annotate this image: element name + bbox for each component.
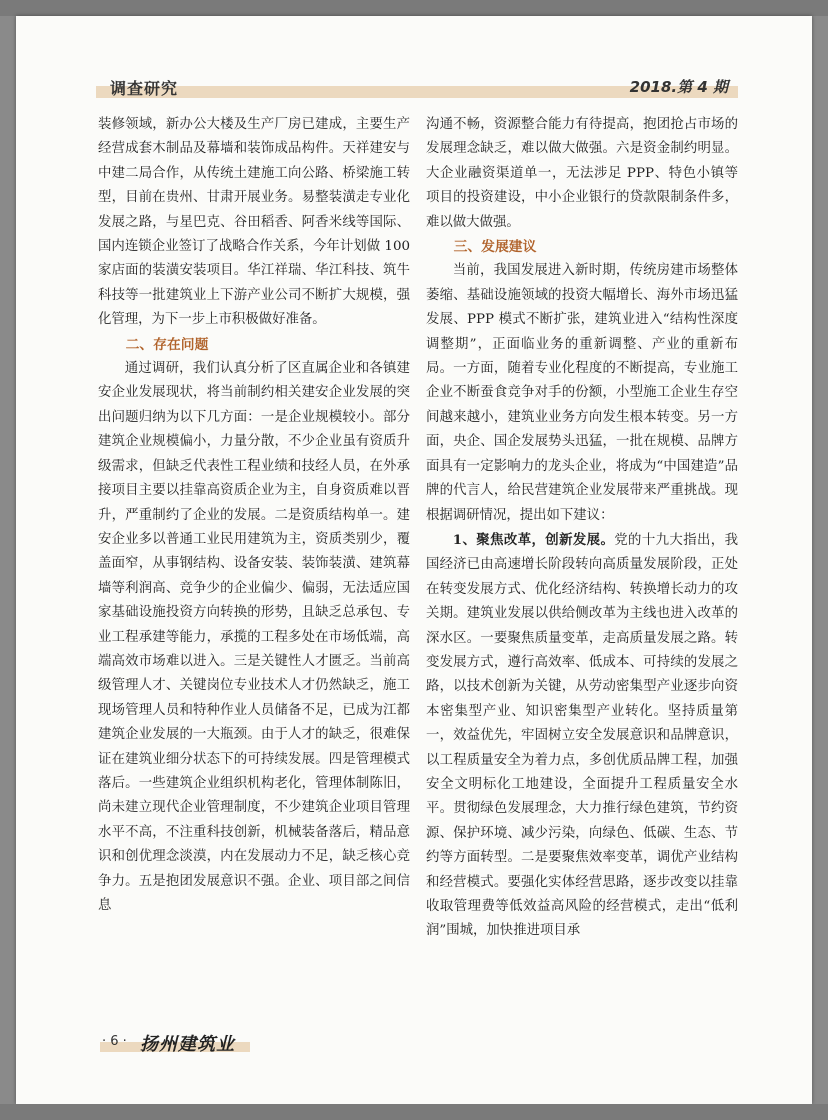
paragraph: 装修领域，新办公大楼及生产厂房已建成，主要生产经营成套木制品及幕墙和装饰成品构件。天祥建安与中建二局合作，从传统土建施工向公路、桥梁施工转型，目前在贵州、甘肃开展业务。易整装潢走专业化发展之路，与星巴克、谷田稻香、阿香米线等国际、国内连锁企业签订了战略合作关系，今年计划做 100 家店面的装潢安装项目。华江祥瑞、华江科技、筑牛科技等一批建筑业上下游产业公司不断扩大规模，强化管理，为下一步上市积极做好准备。 — [98, 117, 410, 328]
paragraph: 沟通不畅，资源整合能力有待提高，抱团抢占市场的发展理念缺乏，难以做大做强。六是资金制约明显。大企业融资渠道单一，无法涉足 PPP、特色小镇等项目的投资建设，中小企业银行的贷款限制条件多，难以做大做强。 — [426, 117, 738, 230]
page-header — [96, 72, 738, 100]
issue-label: 2018.第 4 期 — [629, 78, 728, 96]
paragraph: 通过调研，我们认真分析了区直属企业和各镇建安企业发展现状，将当前制约相关建安企业发展的突出问题归纳为以下几方面：一是企业规模较小。部分建筑企业规模偏小，力量分散，不少企业虽有资质升级需求，但缺乏代表性工程业绩和技经人员，在外承接项目主要以挂靠高资质企业为主，自身资质难以晋升，严重制约了企业的发展。二是资质结构单一。建安企业多以普通工业民用建筑为主，资质类别少，覆盖面窄，从事钢结构、设备安装、装饰装潢、建筑幕墙等利润高、竞争少的企业偏少、偏弱，无法适应国家基础设施投资方向转换的形势，且缺乏总承包、专业工程承建等能力，承揽的工程多处在市场低端，高端高效市场难以进入。三是关键性人才匮乏。当前高级管理人才、关键岗位专业技术人才仍然缺乏，施工现场管理人员和特种作业人员储备不足，已成为江都建筑企业发展的一大瓶颈。由于人才的缺乏，很难保证在建筑业细分状态下的可持续发展。四是管理模式落后。一些建筑企业组织机构老化，管理体制陈旧，尚未建立现代企业管理制度，不少建筑企业项目管理水平不高，不注重科技创新，机械装备落后，精品意识和创优理念淡漠，内在发展动力不足，缺乏核心竞争力。五是抱团发展意识不强。企业、项目部之间信息 — [98, 361, 410, 913]
left-column — [98, 113, 410, 918]
paragraph-body: 党的十九大指出，我国经济已由高速增长阶段转向高质量发展阶段，正处在转变发展方式、优化经济结构、转换增长动力的攻关期。建筑业发展以供给侧改革为主线也进入改革的深水区。一要聚焦质量变革，走高质量发展之路。转变发展方式，遵行高效率、低成本、可持续的发展之路，以技术创新为关键，从劳动密集型产业逐步向资本密集型产业、知识密集型产业转化。坚持质量第一，效益优先，牢固树立安全发展意识和品牌意识，以工程质量安全为着力点，多创优质品牌工程，加强安全文明标化工地建设，全面提升工程质量安全水平。贯彻绿色发展理念，大力推行绿色建筑，节约资源、保护环境、减少污染，向绿色、低碳、生态、节约等方面转型。二是要聚焦效率变革，调优产业结构和经营模式。要强化实体经营思路，逐步改变以挂靠收取管理费等低效益高风险的经营模式，走出“低利润”围城，加快推进项目承 — [426, 532, 738, 939]
right-column — [426, 113, 738, 944]
page-number: · 6 · — [102, 1034, 127, 1049]
viewer-top-bar — [0, 0, 828, 16]
section-title: 调查研究 — [110, 79, 179, 98]
magazine-logo: 扬州建筑业 — [140, 1034, 235, 1055]
paragraph: 当前，我国发展进入新时期，传统房建市场整体萎缩、基础设施领域的投资大幅增长、海外市场迅猛发展、PPP 模式不断扩张，建筑业进入“结构性深度调整期”，正面临业务的重新调整、产业的重新布局。一方面，随着专业化程度的不断提高，专业施工企业不断蚕食竞争对手的份额，小型施工企业生存空间越来越小，建筑业业务方向发生根本转变。另一方面，央企、国企发展势头迅猛，一批在规模、品牌方面具有一定影响力的龙头企业，将成为“中国建造”品牌的代言人，给民营建筑企业发展带来严重挑战。现根据调研情况，提出如下建议： — [426, 263, 738, 523]
paragraph-lead: 1、聚焦改革，创新发展。 — [452, 531, 615, 548]
section-heading: 三、发展建议 — [453, 239, 537, 256]
page-footer — [96, 1030, 256, 1060]
viewer-bottom-bar — [0, 1104, 828, 1120]
section-heading: 二、存在问题 — [125, 336, 209, 353]
paragraph — [426, 528, 738, 944]
